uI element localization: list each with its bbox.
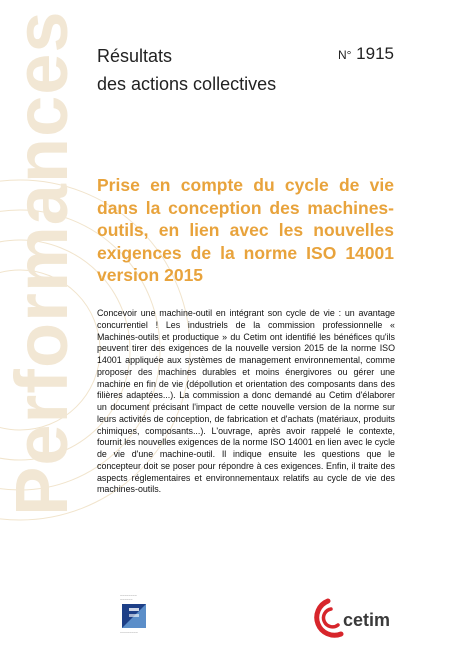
summary-paragraph: Concevoir une machine-outil en intégrant son cycle de vie : un avantage concurrentiel ! Les industriels de la commission professionnelle « Machines-outils et productique » du Cetim ont identifié les bénéfices qu'ils peuvent tirer des exigences de la nouvelle version 2015 de la norme ISO 14001 appliquée aux systèmes de management environnemental, comme proposer des machines durables et moins énergivores ou gérer une machine en fin de vie (dépollution et orientation des composants dans des filières adaptées...). La commission a donc demandé au Cetim d'élaborer un document précisant l'impact de cette nouvelle version de la norme sur leurs activités de conception, de fabrication et d'achats (matériaux, produits chimiques, composants...). L'ouvrage, après avoir rappelé le contexte, fournit les nouvelles exigences de la norme ISO 14001 en lien avec le cycle de vie d'une machine-outil. Il indique ensuite les questions que le concepteur doit se poser pour répondre à ces exigences. Enfin, il traite des aspects réglementaires et environnementaux relatifs au cycle de vie des machines-outils. [97,308,395,495]
svg-text:~~~~~~~~: ~~~~~~~~ [120,594,137,598]
cetim-logo-icon [313,590,405,640]
partner-logo-icon [117,593,157,639]
series-title-line2: des actions collectives [97,74,277,94]
series-title-line1: Résultats [97,46,173,66]
svg-text:~~~~~~: ~~~~~~ [120,598,133,602]
performances-watermark: Performances [0,10,83,516]
issue-prefix: N° [337,48,352,62]
svg-text:cetim: cetim [343,610,391,630]
issue-value: 1915 [356,44,394,63]
svg-text:~~~~~~~~~: ~~~~~~~~~ [120,631,138,635]
document-title: Prise en compte du cycle de vie dans la conception des machines-outils, en lien avec les nouvelles exigences de la norme ISO 14001 version 2015 [97,175,394,286]
series-title [97,42,276,98]
issue-number [338,44,394,64]
